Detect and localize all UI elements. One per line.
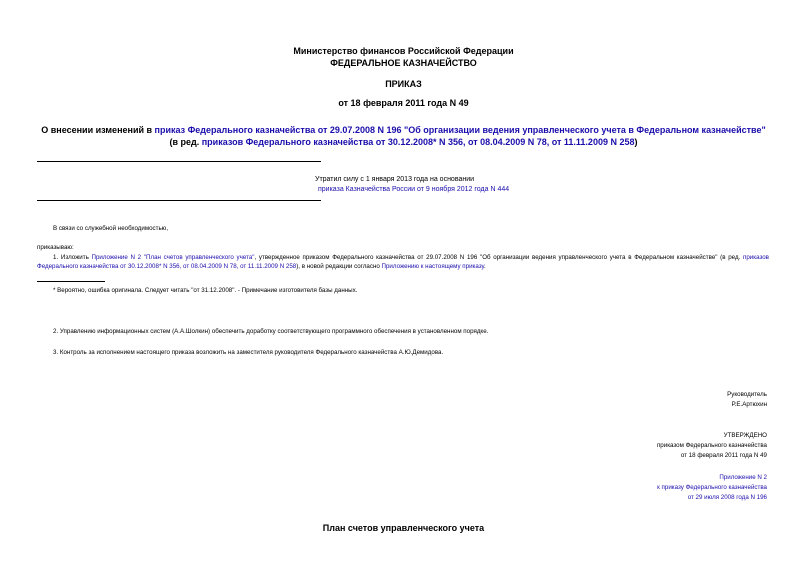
p1-middle-1: , утвержденное приказом Федерального казначейства от 29.07.2008 N 196 "Об организации ведения управленческого учета в Федеральном казначействе" (в ред. xyxy=(254,254,744,261)
expiry-link[interactable]: приказа Казначейства России от 9 ноября 2012 года N 444 xyxy=(318,186,510,193)
divider-line-bottom xyxy=(37,200,321,201)
paragraph-3: 3. Контроль за исполнением настоящего приказа возложить на заместителя руководителя Федерального казначейства А.Ю.Демидова. xyxy=(53,349,444,356)
appendix-link[interactable]: Приложение N 2 xyxy=(719,474,767,481)
approved-line-1: приказом Федерального казначейства xyxy=(656,442,767,449)
agency-name: ФЕДЕРАЛЬНОЕ КАЗНАЧЕЙСТВО xyxy=(330,58,477,68)
p1-middle-2: ), в новой редакции согласно xyxy=(296,263,382,270)
intro-text: В связи со служебной необходимостью, xyxy=(53,225,169,232)
order-word: приказываю: xyxy=(37,244,74,251)
document-type: ПРИКАЗ xyxy=(385,79,422,89)
title-link-amending-orders[interactable]: приказов Федерального казначейства от 30.12.2008* N 356, от 08.04.2009 N 78, от 11.11.2009 N 258 xyxy=(201,137,635,147)
p1-prefix: 1. Изложить xyxy=(53,254,92,261)
signature-role: Руководитель xyxy=(727,391,767,398)
title-prefix: О внесении изменений в xyxy=(41,125,155,135)
title-suffix: ) xyxy=(634,137,638,147)
p1-link-amending-orders[interactable]: приказов Федерального казначейства от 30.12.2008* N 356, от 08.04.2009 N 78, от 11.11.2009 N 258 xyxy=(37,254,769,270)
document-date: от 18 февраля 2011 года N 49 xyxy=(338,98,469,108)
signature-name: Р.Е.Артюхин xyxy=(731,401,767,408)
appendix-line-2[interactable]: к приказу Федерального казначейства xyxy=(657,484,767,491)
p1-suffix: . xyxy=(484,263,486,270)
title-link-main-order[interactable]: приказ Федерального казначейства от 29.07.2008 N 196 "Об организации ведения управленческого учета в Федеральном казначействе" xyxy=(154,125,766,135)
footnote-divider xyxy=(37,281,105,282)
divider-line-top xyxy=(37,161,321,162)
approved-label: УТВЕРЖДЕНО xyxy=(723,432,767,439)
paragraph-2: 2. Управлению информационных систем (А.А.Шолкин) обеспечить доработку соответствующего программного обеспечения в установленном порядке. xyxy=(53,328,489,335)
p1-link-appendix-2[interactable]: Приложение N 2 "План счетов управленческого учета" xyxy=(91,254,255,261)
plan-title: План счетов управленческого учета xyxy=(322,523,485,533)
p1-link-appendix[interactable]: Приложению к настоящему приказу xyxy=(381,263,484,270)
footnote: * Вероятно, ошибка оригинала. Следует читать "от 31.12.2008". - Примечание изготовителя базы данных. xyxy=(53,287,358,294)
appendix-line-3[interactable]: от 29 июля 2008 года N 196 xyxy=(687,494,767,501)
paragraph-1 xyxy=(37,253,769,271)
ministry-name: Министерство финансов Российской Федерации xyxy=(293,46,514,56)
document-title xyxy=(36,124,771,148)
expiry-note: Утратил силу с 1 января 2013 года на основании xyxy=(315,176,475,183)
title-middle: (в ред. xyxy=(169,137,202,147)
approved-line-2: от 18 февраля 2011 года N 49 xyxy=(680,452,767,459)
